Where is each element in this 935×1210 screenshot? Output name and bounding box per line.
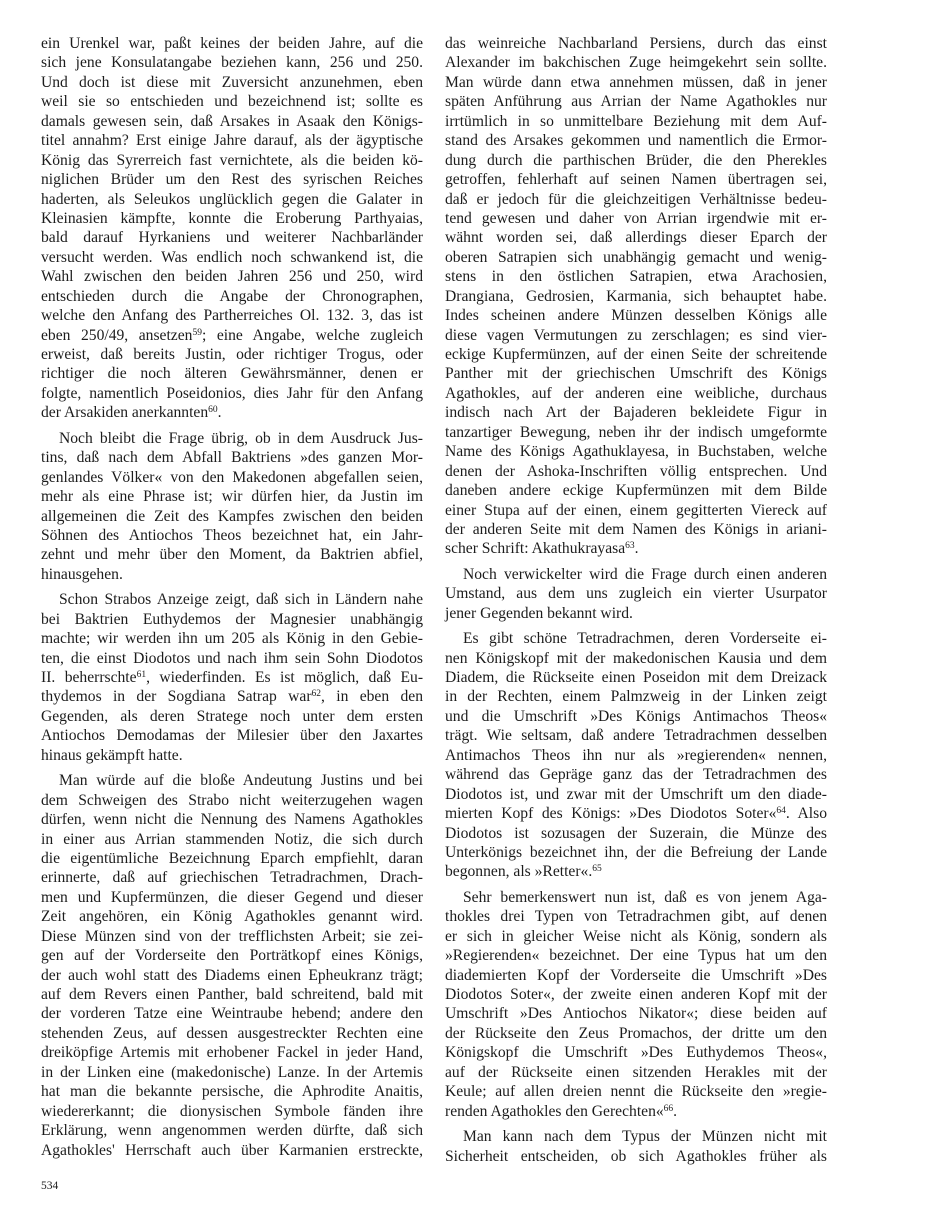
line-text: thydemos in der Sogdiana Satrap war xyxy=(41,688,312,706)
line-text: späten Anführung aus Arrian der Name Agathokles nur xyxy=(445,93,827,111)
text-line xyxy=(41,649,423,668)
text-line xyxy=(41,629,423,648)
text-line xyxy=(41,966,423,985)
page-number: 534 xyxy=(41,1180,59,1192)
line-text: daß er jedoch für die gleichzeitigen Verhältnisse bedeu- xyxy=(445,190,827,208)
line-text: welche den Anfang des Partherreiches Ol. 132. 3, das ist xyxy=(41,307,423,325)
text-line xyxy=(41,248,423,267)
line-text: bald darauf Hyrkaniens und weiterer Nachbarländer xyxy=(41,229,423,247)
text-line xyxy=(41,306,423,325)
line-text: einer Stupa auf der einen, einem gegitterten Viereck auf xyxy=(445,501,827,519)
text-line xyxy=(445,345,827,364)
line-text: men und Kupfermünzen, die dieser Gegend und dieser xyxy=(41,888,423,906)
text-line xyxy=(445,423,827,442)
text-line xyxy=(41,1043,423,1062)
line-text: indisch nach Art der Bajaderen bekleidete Figur in xyxy=(445,404,827,422)
line-text: sich jene Konsulatangabe beziehen kann, 256 und 250. xyxy=(41,54,423,72)
line-text: Es gibt schöne Tetradrachmen, deren Vorderseite ei- xyxy=(463,630,827,648)
line-text: Antimachos Theos ihn nur als »regierenden« nennen, xyxy=(445,746,827,764)
text-line xyxy=(41,565,423,584)
text-line xyxy=(445,73,827,92)
text-line xyxy=(445,565,827,584)
line-text: mehr als eine Phrase ist; wir dürfen hier, da Justin im xyxy=(41,488,423,506)
footnote-marker: 60 xyxy=(208,405,218,416)
text-line xyxy=(41,707,423,726)
left-text-column xyxy=(41,34,423,1160)
line-text: Man kann nach dem Typus der Münzen nicht mit xyxy=(463,1128,827,1146)
text-line xyxy=(41,545,423,564)
footnote-marker: 62 xyxy=(311,689,322,700)
text-line xyxy=(445,190,827,209)
text-line xyxy=(445,746,827,765)
line-text: Schon Strabos Anzeige zeigt, daß sich in Ländern nahe xyxy=(59,591,423,609)
text-line xyxy=(41,927,423,946)
line-text: Agathokles, auf der anderen eine weibliche, durchaus xyxy=(445,384,827,402)
text-line xyxy=(445,326,827,345)
text-line xyxy=(445,1063,827,1082)
text-line xyxy=(41,868,423,887)
text-line xyxy=(445,131,827,150)
text-line xyxy=(445,1082,827,1101)
text-line xyxy=(445,481,827,500)
line-text: eben 250/49, ansetzen xyxy=(41,326,193,344)
line-text: Unterkönigs bezeichnet ihn, der die Befreiung der Lande xyxy=(445,843,827,861)
text-line xyxy=(445,824,827,843)
text-line xyxy=(445,862,827,881)
text-line xyxy=(41,1004,423,1023)
line-text: wiedererkannt; die dionysischen Symbole fänden ihre xyxy=(41,1102,423,1120)
text-line xyxy=(41,526,423,545)
line-text: Wahl zwischen den beiden Jahren 256 und 250, wird xyxy=(41,268,423,286)
text-line xyxy=(445,726,827,745)
line-text: in der Rechten, einem Palmzweig in der Linken zeigt xyxy=(445,688,827,706)
footnote-marker: 66 xyxy=(663,1103,674,1114)
text-line xyxy=(41,590,423,609)
line-text: Diodotos ist sozusagen der Suzerain, die Münze des xyxy=(445,824,827,842)
line-text: tins, daß nach dem Abfall Baktriens »des ganzen Mor- xyxy=(41,449,423,467)
line-text: »Regierenden« bezeichnet. Der eine Typus hat um den xyxy=(445,947,827,965)
text-line xyxy=(41,507,423,526)
line-text: Sicherheit entscheiden, ob sich Agathokles früher als xyxy=(445,1147,827,1165)
line-text: damals gewesen sein, daß Arsakes in Asaak den Königs- xyxy=(41,112,423,130)
line-text: die eigentümliche Bezeichnung Eparch empfiehlt, daran xyxy=(41,849,423,867)
line-text: renden Agathokles den Gerechten« xyxy=(445,1102,664,1120)
text-line xyxy=(41,610,423,629)
line-text: in der Linken eine (makedonische) Lanze. In der Artemis xyxy=(41,1063,423,1081)
line-text: Diadem, die Rückseite einen Poseidon mit dem Dreizack xyxy=(445,669,827,686)
line-text: oberen Satrapien sich unabhängig gemacht und wenig- xyxy=(445,248,827,266)
line-text: genlandes Völker« von den Makedonen abgefallen seien, xyxy=(41,468,423,486)
line-text: Und doch ist diese mit Zuversicht anzunehmen, eben xyxy=(41,73,423,91)
text-line xyxy=(41,267,423,286)
text-line xyxy=(41,53,423,72)
line-text: der vorderen Tatze eine Weintraube hebend; andere den xyxy=(41,1005,423,1023)
text-line xyxy=(41,791,423,810)
line-text: Sehr bemerkenswert nun ist, daß es von jenem Aga- xyxy=(463,888,827,906)
line-text: hinausgehen. xyxy=(41,565,123,583)
text-line xyxy=(445,668,827,687)
line-text: Panther mit der griechischen Umschrift des Königs xyxy=(445,365,827,383)
text-line xyxy=(445,785,827,804)
text-line xyxy=(41,487,423,506)
line-text: Noch bleibt die Frage übrig, ob in dem Ausdruck Jus- xyxy=(59,429,423,447)
line-text: auf der Rückseite einen sitzenden Herakles mit der xyxy=(445,1063,827,1081)
line-text: König das Syrerreich fast vernichtete, als die beiden kö- xyxy=(41,151,423,169)
text-line xyxy=(41,364,423,383)
line-text: Gegenden, als deren Stratege noch unter dem ersten xyxy=(41,707,423,725)
text-line xyxy=(445,170,827,189)
line-text-continued: . Also xyxy=(785,805,827,823)
line-text-continued: , wiederfinden. Es ist möglich, daß Eu- xyxy=(146,669,424,686)
line-text: thokles drei Typen von Tetradrachmen gibt, auf denen xyxy=(445,908,827,926)
line-text: Söhnen des Antiochos Theos bezeichnet hat, ein Jahr- xyxy=(41,526,423,544)
line-text: Erklärung, wenn angenommen werden dürfte, daß sich xyxy=(41,1122,423,1140)
line-text: zehnt und mehr über den Moment, da Baktrien abfiel, xyxy=(41,546,423,564)
text-line xyxy=(41,746,423,765)
line-text: weil sie so entschieden und bezeichnend ist; sollte es xyxy=(41,93,423,111)
text-line xyxy=(41,384,423,403)
text-line xyxy=(41,1121,423,1140)
line-text: in einer aus Arrian stammenden Notiz, die sich durch xyxy=(41,830,423,848)
text-line xyxy=(445,364,827,383)
line-text: während das Gepräge ganz das der Tetradrachmen des xyxy=(445,766,827,784)
text-line xyxy=(445,907,827,926)
text-line xyxy=(41,429,423,448)
line-text: trägt. Wie seltsam, daß andere Tetradrachmen desselben xyxy=(445,727,827,745)
line-text: II. beherrschte xyxy=(41,669,137,686)
text-line xyxy=(41,190,423,209)
text-line xyxy=(445,1102,827,1121)
text-line xyxy=(445,927,827,946)
line-text: dem Schweigen des Strabo nicht weiterzugehen wagen xyxy=(41,791,423,809)
text-line xyxy=(445,151,827,170)
line-text: Diodotos Soter«, der zweite einen anderen Kopf mit der xyxy=(445,986,827,1003)
text-line xyxy=(445,306,827,325)
text-line xyxy=(445,462,827,481)
line-text: ein Urenkel war, paßt keines der beiden Jahre, auf die xyxy=(41,35,423,52)
text-line xyxy=(41,687,423,706)
line-text: machte; wir werden ihn um 205 als König in den Gebie- xyxy=(41,630,423,648)
line-text: irrtümlich in so unmittelbare Beziehung mit dem Auf- xyxy=(445,112,827,130)
text-line xyxy=(41,1024,423,1043)
text-line xyxy=(445,228,827,247)
text-line xyxy=(445,34,827,53)
text-line xyxy=(41,170,423,189)
line-text: Indes scheinen andere Münzen desselben Königs alle xyxy=(445,307,827,325)
line-text-continued: . xyxy=(217,404,222,422)
footnote-marker: 65 xyxy=(592,864,602,875)
text-line xyxy=(41,151,423,170)
text-line xyxy=(41,907,423,926)
text-line xyxy=(445,843,827,862)
line-text: Antiochos Demodamas der Milesier über den Jaxartes xyxy=(41,727,423,745)
line-text: er sich in gleicher Weise nicht als König, sondern als xyxy=(445,927,827,945)
text-line xyxy=(445,629,827,648)
line-text: stens in den östlichen Satrapien, etwa Arachosien, xyxy=(445,268,827,286)
line-text: erinnerte, daß auf griechischen Tetradrachmen, Drach- xyxy=(41,869,423,887)
text-line xyxy=(445,520,827,539)
line-text: Keule; auf allen dreien nennt die Rückseite den »regie- xyxy=(445,1083,827,1101)
line-text: hinaus gekämpft hatte. xyxy=(41,746,183,764)
text-line xyxy=(445,604,827,623)
text-line xyxy=(445,92,827,111)
line-text: Agathokles' Herrschaft auch über Karmanien erstreckte, xyxy=(41,1141,423,1159)
text-line xyxy=(445,804,827,823)
text-line xyxy=(445,985,827,1004)
line-text: nen Königskopf mit der makedonischen Kausia und dem xyxy=(445,649,827,667)
line-text: allgemeinen die Zeit des Kampfes zwischen den beiden xyxy=(41,507,423,525)
text-line xyxy=(445,1147,827,1166)
text-line xyxy=(445,765,827,784)
footnote-marker: 59 xyxy=(192,327,202,338)
line-text-continued: ; eine Angabe, welche zugleich xyxy=(201,326,423,344)
line-text: richtiger die noch älteren Gewährsmänner, denen er xyxy=(41,365,423,383)
text-line xyxy=(41,326,423,345)
line-text: der Arsakiden anerkannten xyxy=(41,404,209,422)
line-text: und die Umschrift »Des Königs Antimachos Theos« xyxy=(445,707,827,725)
text-line xyxy=(445,1004,827,1023)
line-text-continued: . xyxy=(634,540,639,558)
line-text: titel annahm? Erst einige Jahre darauf, als der ägyptische xyxy=(41,132,423,150)
text-line xyxy=(41,830,423,849)
text-line xyxy=(41,228,423,247)
text-line xyxy=(41,209,423,228)
text-line xyxy=(41,92,423,111)
line-text: Kleinasien kämpfte, konnte die Eroberung Parthyaias, xyxy=(41,209,423,227)
line-text: entschieden durch die Angabe der Chronographen, xyxy=(41,287,423,305)
text-line xyxy=(41,946,423,965)
line-text: das weinreiche Nachbarland Persiens, durch das einst xyxy=(445,35,827,52)
line-text: dürfen, wenn nicht die Nennung des Namens Agathokles xyxy=(41,811,423,829)
text-line xyxy=(445,209,827,228)
line-text: wähnt worden sei, daß allerdings dieser Eparch der xyxy=(445,229,827,247)
text-line xyxy=(445,501,827,520)
line-text: Diodotos ist, und zwar mit der Umschrift um den diade- xyxy=(445,785,827,803)
text-line xyxy=(41,985,423,1004)
text-line xyxy=(41,1063,423,1082)
line-text: auf dem Revers einen Panther, bald schreitend, bald mit xyxy=(41,986,423,1003)
line-text: der auch wohl statt des Diadems einen Epheukranz trägt; xyxy=(41,966,423,984)
line-text: Man würde dann etwa annehmen müssen, daß in jener xyxy=(445,73,827,91)
line-text: mierten Kopf des Königs: »Des Diodotos Soter« xyxy=(445,805,777,823)
line-text: gen auf der Vorderseite den Porträtkopf eines Königs, xyxy=(41,947,423,965)
line-text: haderten, als Seleukos unglücklich gegen die Galater in xyxy=(41,190,423,208)
line-text: scher Schrift: Akathukrayasa xyxy=(445,540,626,558)
text-line xyxy=(445,687,827,706)
footnote-marker: 63 xyxy=(625,541,635,552)
line-text: Noch verwickelter wird die Frage durch einen anderen xyxy=(463,565,827,583)
right-text-column xyxy=(445,34,827,1166)
text-line xyxy=(445,539,827,558)
line-text: stehenden Zeus, auf dessen ausgestreckter Rechten eine xyxy=(41,1024,423,1042)
text-line xyxy=(41,73,423,92)
text-line xyxy=(41,1102,423,1121)
line-text: tend gewesen und daher von Arrian irgendwie mit er- xyxy=(445,209,827,227)
line-text: getroffen, fehlerhaft auf seinen Namen übertragen sei, xyxy=(445,171,827,189)
text-line xyxy=(41,849,423,868)
text-line xyxy=(41,888,423,907)
line-text: der Rückseite den Zeus Promachos, der dritte um den xyxy=(445,1024,827,1042)
text-line xyxy=(41,403,423,422)
line-text: bei Baktrien Euthydemos der Magnesier unabhängig xyxy=(41,610,423,628)
line-text: versucht werden. Was endlich noch schwankend ist, die xyxy=(41,248,423,266)
text-line xyxy=(41,34,423,53)
line-text: stand des Arsakes gekommen und namentlich die Ermor- xyxy=(445,132,827,150)
line-text: Umstand, aus dem uns zugleich ein vierter Usurpator xyxy=(445,585,827,603)
text-line xyxy=(445,946,827,965)
line-text: ten, die einst Diodotos und nach ihm sein Sohn Diodotos xyxy=(41,649,423,667)
line-text: tanzartiger Bewegung, neben ihr der indisch umgeformte xyxy=(445,423,827,441)
text-line xyxy=(41,810,423,829)
line-text-continued: , in eben den xyxy=(321,688,423,706)
line-text: hat man die bekannte persische, die Aphrodite Anaitis, xyxy=(41,1083,423,1101)
text-line xyxy=(445,442,827,461)
line-text: daneben andere eckige Kupfermünzen mit dem Bilde xyxy=(445,482,827,500)
line-text: Drangiana, Gedrosien, Karmania, sich behauptet habe. xyxy=(445,287,827,305)
text-line xyxy=(445,112,827,131)
line-text: diademierten Kopf der Vorderseite die Umschrift »Des xyxy=(445,966,827,984)
text-line xyxy=(445,888,827,907)
text-line xyxy=(445,1043,827,1062)
text-line xyxy=(445,584,827,603)
footnote-marker: 64 xyxy=(776,806,786,817)
line-text: Alexander im bakchischen Zuge heimgekehrt sein sollte. xyxy=(445,54,827,72)
line-text: eckige Kupfermünzen, auf der einen Seite der schreitende xyxy=(445,346,827,363)
text-line xyxy=(445,287,827,306)
text-line xyxy=(41,131,423,150)
line-text: Name des Königs Agathuklayesa, in Buchstaben, welche xyxy=(445,443,827,461)
text-line xyxy=(445,649,827,668)
text-line xyxy=(41,468,423,487)
text-line xyxy=(445,384,827,403)
line-text: Umschrift »Des Antiochos Nikator«; diese beiden auf xyxy=(445,1005,827,1023)
footnote-marker: 61 xyxy=(136,670,147,680)
text-line xyxy=(445,966,827,985)
text-line xyxy=(445,248,827,267)
text-line xyxy=(41,345,423,364)
text-line xyxy=(445,1127,827,1146)
text-line xyxy=(445,707,827,726)
text-line xyxy=(41,668,423,687)
text-line xyxy=(41,1141,423,1160)
line-text: Diese Münzen sind von der trefflichsten Arbeit; sie zei- xyxy=(41,927,423,945)
text-line xyxy=(41,287,423,306)
text-line xyxy=(445,267,827,286)
line-text: Königskopf die Umschrift »Des Euthydemos Theos«, xyxy=(445,1044,827,1062)
line-text: folgte, namentlich Poseidonios, dies Jahr für den Anfang xyxy=(41,384,423,402)
text-line xyxy=(41,112,423,131)
text-line xyxy=(41,726,423,745)
line-text: diese vagen Vermutungen zu zerschlagen; es sind vier- xyxy=(445,326,827,344)
line-text: der anderen Seite mit dem Namen des Königs in ariani- xyxy=(445,520,827,538)
text-line xyxy=(445,53,827,72)
text-line xyxy=(41,1082,423,1101)
line-text: begonnen, als »Retter«. xyxy=(445,863,593,881)
text-line xyxy=(445,1024,827,1043)
text-line xyxy=(445,403,827,422)
line-text: Zeit angehören, ein König Agathokles genannt wird. xyxy=(41,908,423,926)
text-line xyxy=(41,771,423,790)
line-text: jener Gegenden bekannt wird. xyxy=(445,604,633,622)
text-line xyxy=(41,448,423,467)
line-text: erweist, daß bereits Justin, oder richtiger Trogus, oder xyxy=(41,346,423,363)
line-text: niglichen Brüder um den Rest des syrischen Reiches xyxy=(41,171,423,189)
line-text: dreiköpfige Artemis mit erhobener Fackel in jeder Hand, xyxy=(41,1044,423,1062)
line-text-continued: . xyxy=(673,1102,678,1120)
line-text: denen der Ashoka-Inschriften völlig entsprechen. Und xyxy=(445,462,827,480)
line-text: dung durch die parthischen Brüder, die den Pherekles xyxy=(445,151,827,169)
line-text: Man würde auf die bloße Andeutung Justins und bei xyxy=(59,772,423,790)
